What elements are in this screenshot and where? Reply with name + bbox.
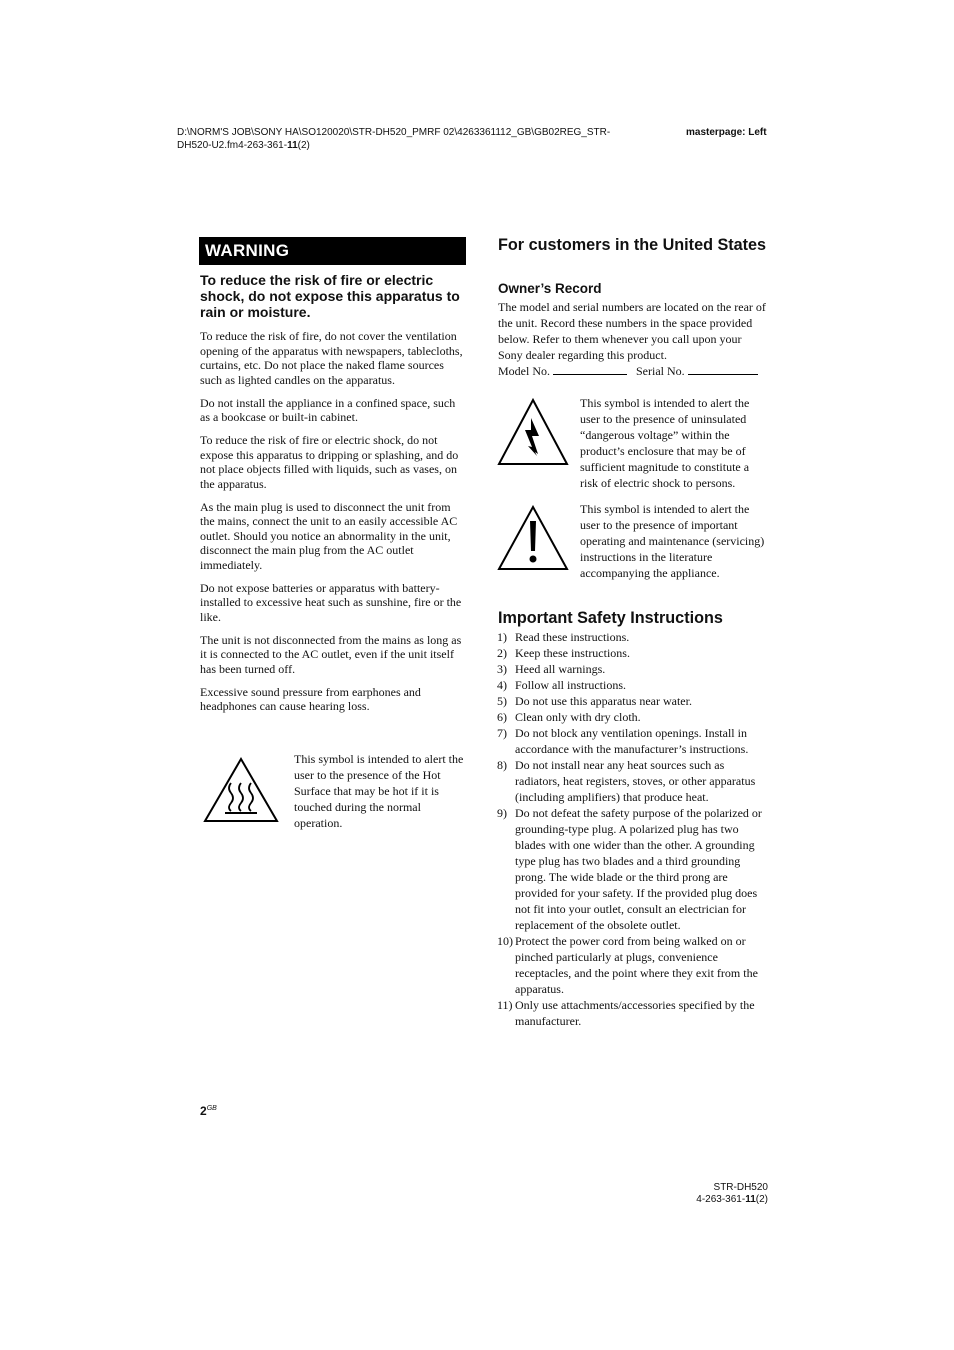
us-customers-heading: For customers in the United States	[498, 236, 767, 254]
list-item	[497, 805, 769, 933]
footer-model-code	[660, 1182, 768, 1205]
page-number-value: 2	[200, 1104, 207, 1118]
hot-surface-icon	[203, 757, 279, 823]
list-item-text: Do not install near any heat sources such as radiators, heat registers, stoves, or other apparatus (including amplifiers) that produce heat.	[515, 758, 756, 804]
list-item-number: 2)	[497, 646, 507, 660]
list-item-text: Only use attachments/accessories specified by the manufacturer.	[515, 998, 755, 1028]
safety-instructions-heading: Important Safety Instructions	[498, 609, 723, 627]
list-item-number: 7)	[497, 726, 507, 740]
page-number-suffix: GB	[206, 1105, 217, 1112]
warning-paragraph: Excessive sound pressure from earphones and headphones can cause hearing loss.	[200, 684, 421, 714]
list-item	[497, 933, 769, 997]
warning-paragraph: To reduce the risk of fire or electric shock, do not expose this apparatus to dripping or splashing, and do not place objects filled with liquids, such as vases, on the apparatus.	[200, 432, 459, 491]
list-item	[497, 661, 769, 677]
serial-number-blank	[688, 364, 758, 375]
warning-heading: To reduce the risk of fire or electric shock, do not expose this apparatus to rain or moisture.	[200, 272, 460, 320]
list-item-number: 6)	[497, 710, 507, 724]
owners-record-text: The model and serial numbers are located on the rear of the unit. Record these numbers in the space provided below. Refer to them whenever you call upon your Sony dealer regarding this product.	[498, 300, 766, 362]
list-item-text: Clean only with dry cloth.	[515, 710, 641, 724]
file-path-line-2-suffix: (2)	[297, 139, 310, 151]
list-item-text: Do not use this apparatus near water.	[515, 694, 692, 708]
warning-paragraph: Do not expose batteries or apparatus with battery-installed to excessive heat such as sunshine, fire or the like.	[200, 580, 462, 624]
safety-instructions-list	[497, 629, 769, 1029]
list-item	[497, 725, 769, 757]
model-serial-row	[498, 363, 768, 379]
list-item-number: 3)	[497, 662, 507, 676]
exclamation-warning-icon	[497, 505, 569, 571]
voltage-symbol-text: This symbol is intended to alert the user to the presence of uninsulated “dangerous voltage” within the product’s enclosure that may be of sufficient magnitude to constitute a risk of electric shock to persons.	[580, 396, 750, 490]
file-path-line-1: D:\NORM'S JOB\SONY HA\SO120020\STR-DH520_PMRF 02\4263361112_GB\GB02REG_STR-	[177, 127, 611, 138]
list-item-text: Keep these instructions.	[515, 646, 630, 660]
footer-code-bold: 11	[745, 1193, 756, 1205]
list-item-text: Follow all instructions.	[515, 678, 626, 692]
footer-code-prefix: 4-263-361-	[696, 1193, 746, 1205]
file-path-header	[177, 127, 677, 152]
list-item	[497, 757, 769, 805]
masterpage-label: masterpage: Left	[686, 127, 767, 138]
list-item	[497, 693, 769, 709]
warning-body	[200, 329, 466, 722]
list-item-number: 9)	[497, 806, 507, 820]
list-item-number: 1)	[497, 630, 507, 644]
model-number-blank	[553, 364, 627, 375]
file-path-line-2-prefix: DH520-U2.fm4-263-361-	[177, 139, 288, 151]
list-item-number: 10)	[497, 934, 513, 948]
list-item-text: Do not defeat the safety purpose of the polarized or grounding-type plug. A polarized plug has two blades with one wider than the other. A grounding type plug has two blades and a third grounding prong. The wide blade or the third prong are provided for your safety. If the provided plug does not fit into your outlet, consult an electrician for replacement of the obsolete outlet.	[515, 806, 762, 932]
warning-paragraph: To reduce the risk of fire, do not cover the ventilation opening of the apparatus with newspapers, tablecloths, curtains, etc. Do not place the naked flame sources such as lighted candles on the apparatus.	[200, 329, 463, 387]
exclamation-symbol-text: This symbol is intended to alert the user to the presence of important operating and maintenance (servicing) instructions in the literature accompanying the appliance.	[580, 502, 765, 580]
list-item-number: 4)	[497, 678, 507, 692]
warning-paragraph: The unit is not disconnected from the mains as long as it is connected to the AC outlet, even if the unit itself has been turned off.	[200, 632, 462, 676]
list-item	[497, 709, 769, 725]
owners-record-heading: Owner’s Record	[498, 281, 602, 296]
warning-banner: WARNING	[199, 237, 466, 265]
hot-surface-text: This symbol is intended to alert the user to the presence of the Hot Surface that may be hot if it is touched during the normal operation.	[294, 752, 464, 830]
list-item-text: Protect the power cord from being walked on or pinched particularly at plugs, convenience receptacles, and the point where they exit from the apparatus.	[515, 934, 758, 996]
footer-code-suffix: (2)	[755, 1193, 768, 1205]
page-number	[200, 1104, 217, 1118]
serial-label: Serial No.	[636, 364, 685, 378]
list-item	[497, 677, 769, 693]
list-item-text: Do not block any ventilation openings. Install in accordance with the manufacturer’s instructions.	[515, 726, 749, 756]
file-path-line-2-bold: 11	[287, 139, 298, 151]
list-item-text: Read these instructions.	[515, 630, 630, 644]
list-item	[497, 645, 769, 661]
list-item-text: Heed all warnings.	[515, 662, 606, 676]
warning-paragraph: Do not install the appliance in a confined space, such as a bookcase or built-in cabinet.	[200, 395, 456, 425]
list-item-number: 5)	[497, 694, 507, 708]
list-item-number: 8)	[497, 758, 507, 772]
list-item	[497, 629, 769, 645]
lightning-warning-icon	[497, 398, 569, 466]
model-label: Model No.	[498, 364, 550, 378]
warning-paragraph: As the main plug is used to disconnect the unit from the mains, connect the unit to an easily accessible AC outlet. Should you notice an abnormality in the unit, disconnect the main plug from the AC outlet immediately.	[200, 499, 458, 572]
list-item	[497, 997, 769, 1029]
footer-model: STR-DH520	[713, 1182, 768, 1193]
list-item-number: 11)	[497, 998, 513, 1012]
